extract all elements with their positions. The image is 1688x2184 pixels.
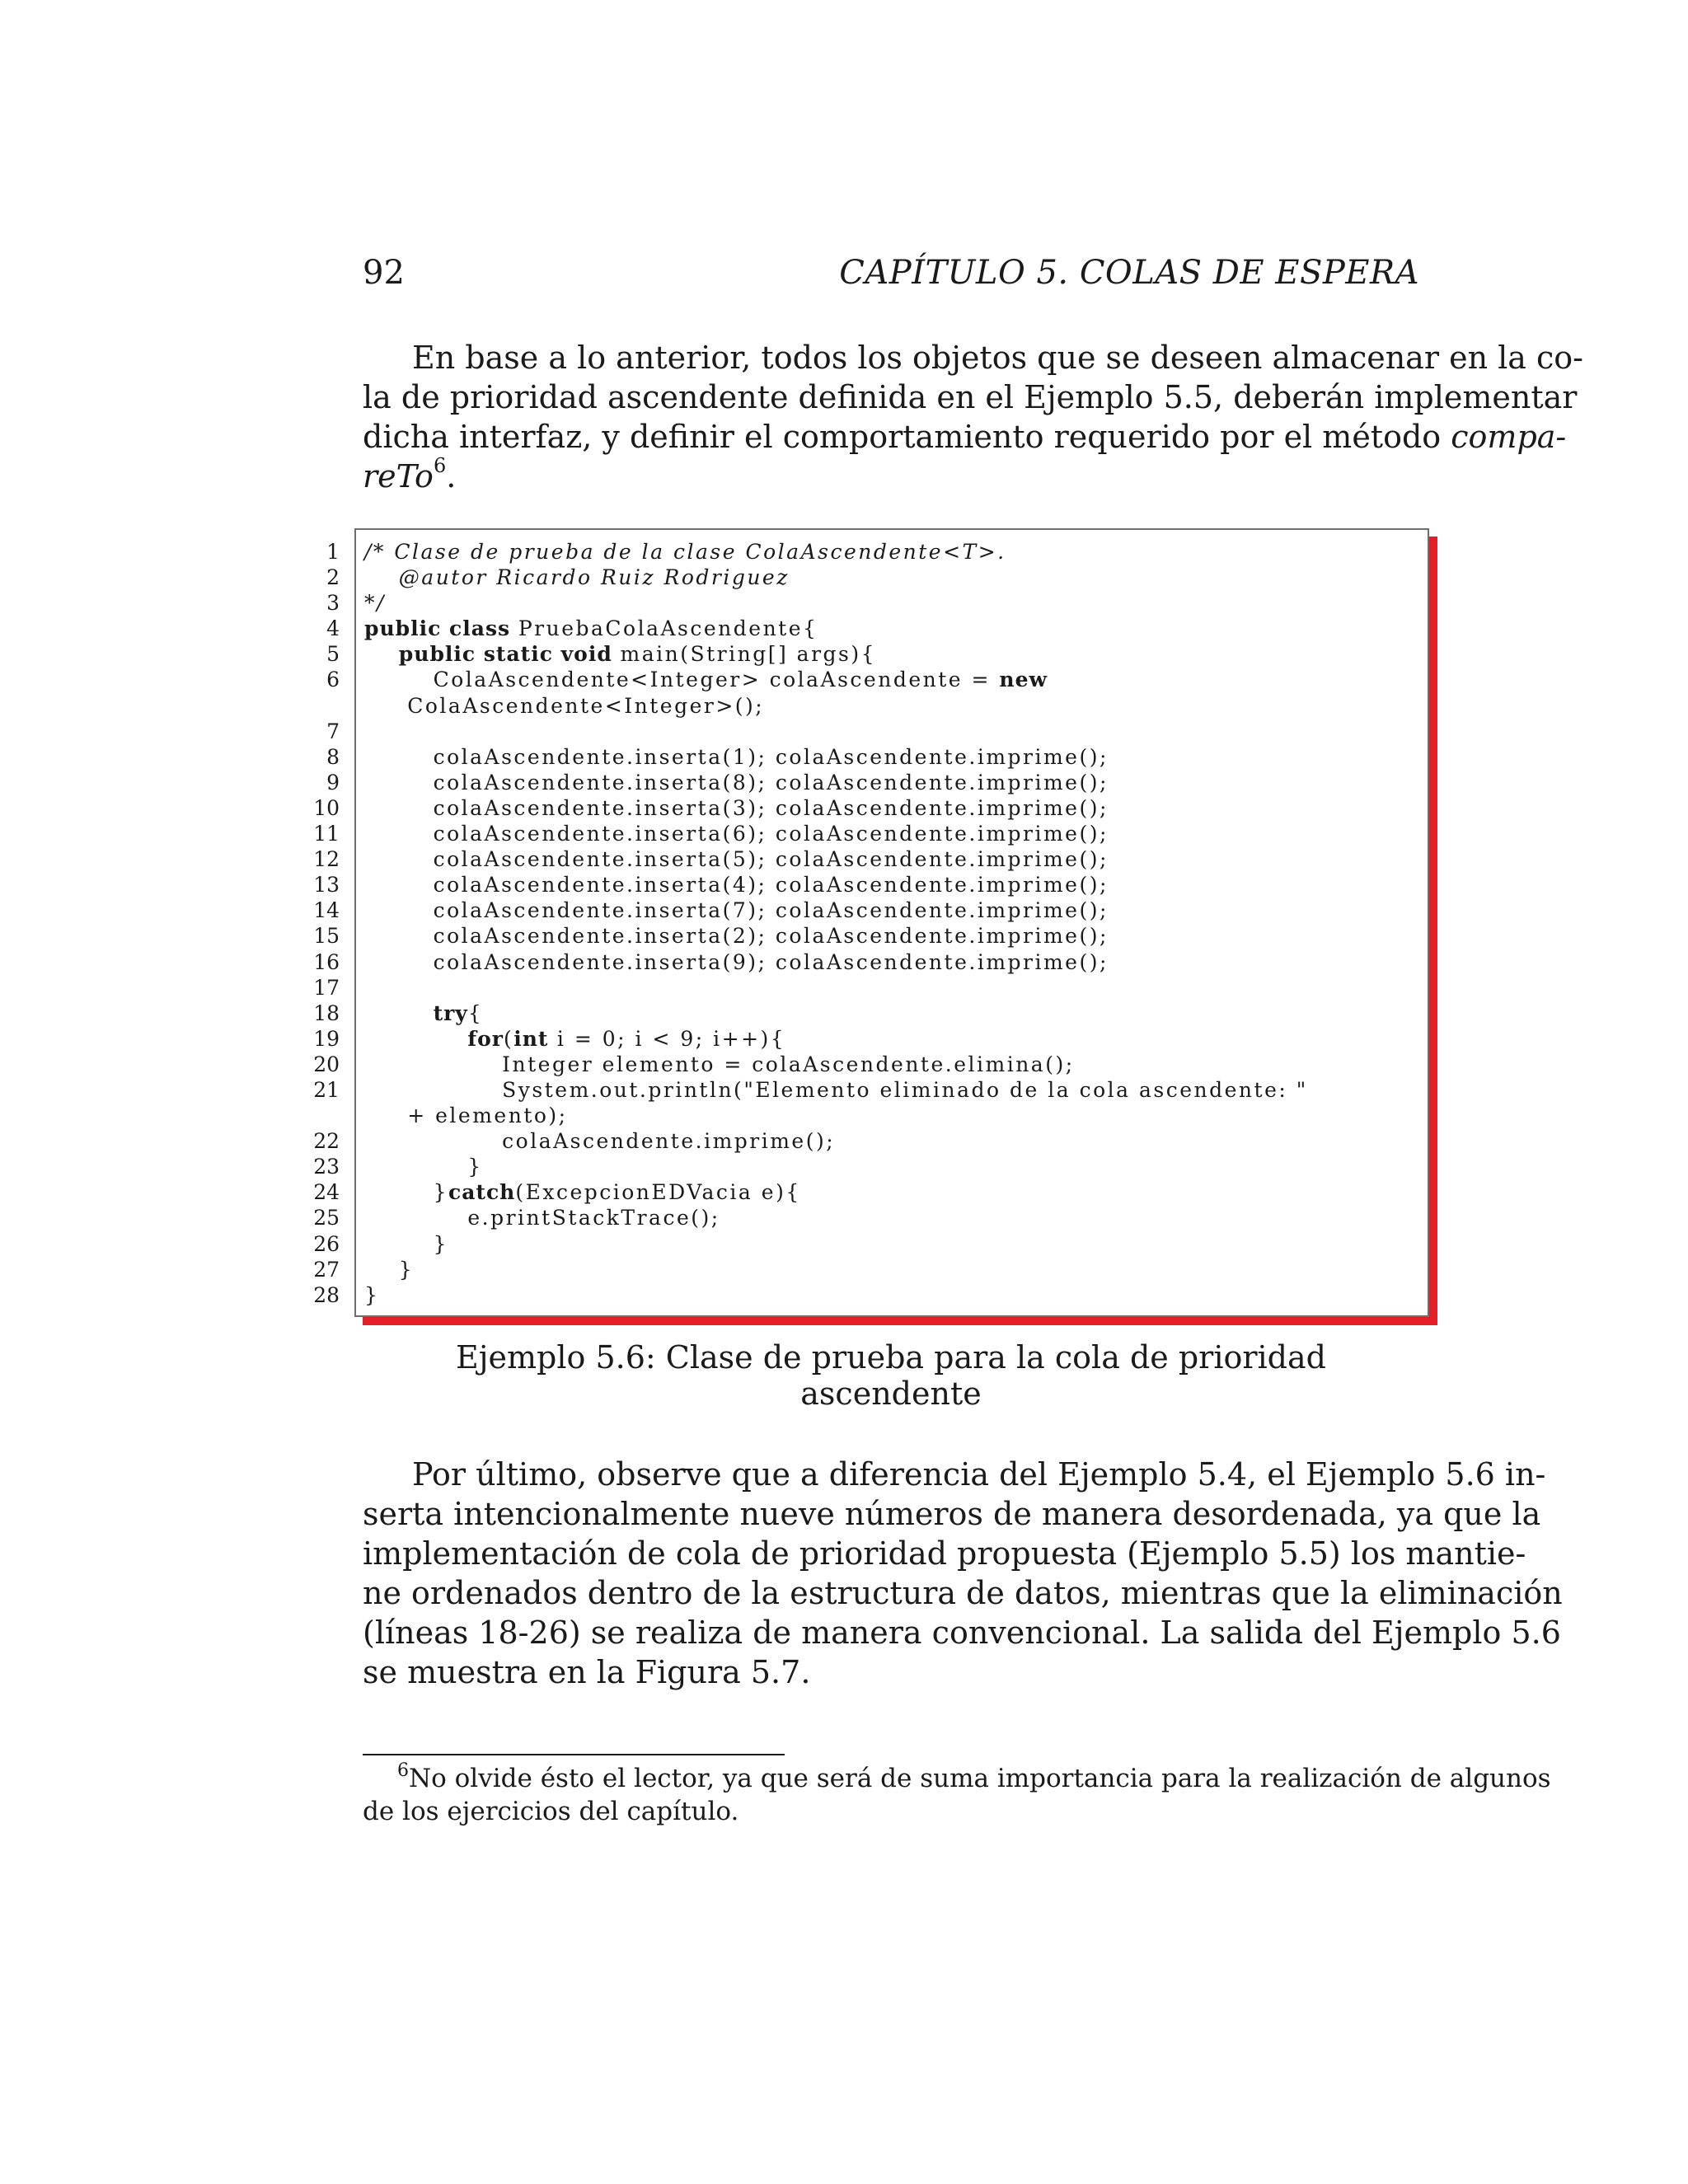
code-line-number: 8 <box>326 744 340 769</box>
code-line-number: 2 <box>326 565 340 590</box>
page-number: 92 <box>363 254 405 292</box>
code-line-number: 19 <box>313 1026 340 1051</box>
code-line <box>364 795 1419 821</box>
code-line <box>364 1282 1419 1308</box>
code-keyword: try <box>433 1001 468 1025</box>
footnote-number: 6 <box>397 1760 409 1781</box>
code-text: colaAscendente.imprime(); <box>364 1129 836 1154</box>
code-line <box>364 1103 1419 1128</box>
code-keyword: public class <box>364 616 518 641</box>
code-line <box>364 770 1419 795</box>
code-line-number: 11 <box>313 822 340 846</box>
code-line <box>364 1077 1419 1103</box>
code-keyword: int <box>513 1026 549 1051</box>
code-text: ColaAscendente<Integer> colaAscendente = <box>364 668 1000 692</box>
code-line <box>364 641 1419 667</box>
code-text: e.printStackTrace(); <box>364 1206 720 1230</box>
code-line <box>364 898 1419 923</box>
code-line <box>364 872 1419 898</box>
emphasis-text: reTo <box>363 458 434 494</box>
code-text: } <box>364 1180 448 1205</box>
paragraph-line-text: dicha interfaz, y definir el comportamiento requerido por el método <box>363 419 1451 455</box>
code-line-number: 20 <box>313 1052 340 1076</box>
paragraph-line: Por último, observe que a diferencia del Ejemplo 5.4, el Ejemplo 5.6 in- <box>412 1456 1546 1493</box>
code-line-number: 26 <box>313 1231 340 1256</box>
code-line-number: 25 <box>313 1206 340 1230</box>
code-text: colaAscendente.inserta(5); colaAscendente.imprime(); <box>364 847 1109 872</box>
code-line <box>364 744 1419 770</box>
code-text: (ExcepcionEDVacia e){ <box>515 1180 801 1205</box>
paragraph-line: se muestra en la Figura 5.7. <box>363 1654 811 1690</box>
code-keyword: new <box>999 668 1048 692</box>
code-text: + elemento); <box>364 1104 568 1128</box>
code-line-number: 21 <box>313 1077 340 1102</box>
paragraph-line: ne ordenados dentro de la estructura de datos, mientras que la eliminación <box>363 1575 1563 1611</box>
code-text: System.out.println("Elemento eliminado de la cola ascendente: " <box>364 1077 1308 1102</box>
code-keyword: for <box>467 1026 504 1051</box>
code-text: Integer elemento = colaAscendente.elimina(); <box>364 1052 1075 1076</box>
code-line <box>364 590 1419 616</box>
code-line <box>364 1026 1419 1052</box>
code-line <box>364 1128 1419 1154</box>
code-line <box>364 565 1419 590</box>
code-comment: */ <box>364 591 386 616</box>
code-line <box>364 1231 1419 1257</box>
running-head: CAPÍTULO 5. COLAS DE ESPERA <box>839 254 1419 292</box>
footnote-rule <box>363 1754 785 1755</box>
code-line-number: 3 <box>326 591 340 616</box>
code-keyword: catch <box>448 1180 516 1205</box>
code-line <box>364 1257 1419 1282</box>
code-listing <box>364 539 1419 1308</box>
code-text: colaAscendente.inserta(8); colaAscendente.imprime(); <box>364 770 1109 794</box>
code-line-number: 12 <box>313 847 340 872</box>
code-line <box>364 719 1419 744</box>
code-text: ColaAscendente<Integer>(); <box>364 693 765 718</box>
paragraph-line: implementación de cola de prioridad propuesta (Ejemplo 5.5) los mantie- <box>363 1535 1526 1572</box>
code-line <box>364 1179 1419 1205</box>
code-text: PruebaColaAscendente{ <box>518 616 818 641</box>
paragraph-line: la de prioridad ascendente definida en el Ejemplo 5.5, deberán implementar <box>363 379 1578 415</box>
code-line-number: 24 <box>313 1180 340 1205</box>
page-header <box>363 247 1419 297</box>
code-text: } <box>364 1257 415 1282</box>
code-text: main(String[] args){ <box>620 642 877 667</box>
code-text: colaAscendente.inserta(2); colaAscendente.imprime(); <box>364 924 1109 949</box>
paragraph-line <box>363 417 1567 457</box>
code-text: colaAscendente.inserta(6); colaAscendente.imprime(); <box>364 822 1109 846</box>
code-text: i = 0; i < 9; i++){ <box>548 1026 786 1051</box>
code-line-number: 5 <box>326 642 340 667</box>
footnote <box>363 1760 1551 1828</box>
code-text: { <box>467 1001 484 1025</box>
code-text: colaAscendente.inserta(4); colaAscendente.imprime(); <box>364 873 1109 898</box>
footnote-text: No olvide ésto el lector, ya que será de suma importancia para la realización de algunos <box>409 1764 1551 1793</box>
footnote-mark[interactable]: 6 <box>433 454 447 478</box>
emphasis-text: compa- <box>1451 419 1567 455</box>
code-text <box>364 1001 434 1025</box>
code-line-numbers <box>280 539 340 1308</box>
closing-paragraph <box>363 1455 1563 1692</box>
code-line-number: 23 <box>313 1155 340 1179</box>
code-text: } <box>364 1282 380 1307</box>
code-line-number: 17 <box>313 975 340 1000</box>
sentence-end: . <box>446 458 457 494</box>
code-line <box>364 693 1419 719</box>
code-line-number: 4 <box>326 616 340 641</box>
code-line-number: 28 <box>313 1282 340 1307</box>
code-line <box>364 1052 1419 1077</box>
code-line-number <box>280 693 340 719</box>
code-keyword: public static void <box>398 642 621 667</box>
code-line <box>364 949 1419 975</box>
code-line-number: 1 <box>326 540 340 564</box>
code-line-number: 22 <box>313 1129 340 1154</box>
listing-caption: Ejemplo 5.6: Clase de prueba para la cola de prioridad ascendente <box>455 1339 1326 1412</box>
code-text: } <box>364 1155 483 1179</box>
paragraph-line: serta intencionalmente nueve números de manera desordenada, ya que la <box>363 1496 1541 1532</box>
code-comment: @autor Ricardo Ruiz Rodriguez <box>364 565 790 590</box>
code-text: colaAscendente.inserta(1); colaAscendente.imprime(); <box>364 744 1109 769</box>
code-line <box>364 1205 1419 1230</box>
code-text: colaAscendente.inserta(3); colaAscendente.imprime(); <box>364 795 1109 820</box>
footnote-line: de los ejercicios del capítulo. <box>363 1797 739 1826</box>
code-line <box>364 846 1419 872</box>
intro-paragraph <box>363 338 1584 496</box>
code-line-number: 6 <box>326 668 340 692</box>
code-line-number: 9 <box>326 770 340 794</box>
code-line <box>364 923 1419 949</box>
code-line-number: 15 <box>313 924 340 949</box>
paragraph-line <box>363 454 1419 496</box>
paragraph-line: (líneas 18-26) se realiza de manera convencional. La salida del Ejemplo 5.6 <box>363 1615 1561 1651</box>
code-text: colaAscendente.inserta(9); colaAscendente.imprime(); <box>364 949 1109 974</box>
code-text: ( <box>503 1026 514 1051</box>
code-line-number: 14 <box>313 898 340 923</box>
code-line-number: 16 <box>313 949 340 974</box>
code-text <box>364 642 399 666</box>
code-line-number <box>280 1103 340 1128</box>
code-line <box>364 975 1419 1001</box>
code-line-number: 7 <box>326 719 340 743</box>
footnote-line <box>363 1760 1551 1795</box>
code-line-number: 27 <box>313 1257 340 1282</box>
code-text: colaAscendente.inserta(7); colaAscendente.imprime(); <box>364 898 1109 923</box>
code-comment: /* Clase de prueba de la clase ColaAscendente<T>. <box>364 540 1006 564</box>
code-line <box>364 539 1419 565</box>
code-line-number: 10 <box>313 795 340 820</box>
code-line <box>364 616 1419 641</box>
paragraph-line: En base a lo anterior, todos los objetos que se deseen almacenar en la co- <box>412 340 1584 376</box>
code-text: } <box>364 1231 448 1256</box>
code-line <box>364 667 1419 692</box>
code-line-number: 18 <box>313 1001 340 1025</box>
code-text <box>364 1027 467 1051</box>
code-line <box>364 821 1419 846</box>
code-line <box>364 1001 1419 1026</box>
code-line <box>364 1154 1419 1179</box>
code-line-number: 13 <box>313 873 340 898</box>
